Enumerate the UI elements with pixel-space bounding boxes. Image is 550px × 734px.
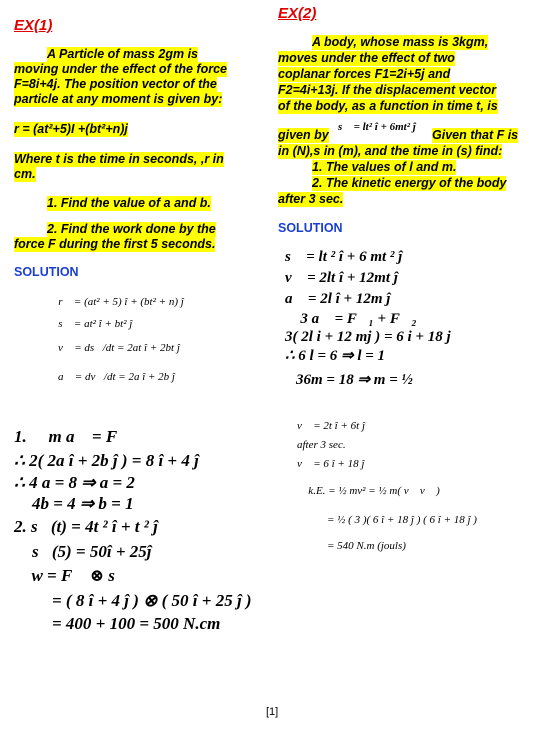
ex2-sol-small-4: ∵ k.E. = ½ mv² = ½ m( v⃗ v⃗ ) (297, 485, 440, 497)
ex1-sol-step3: ∴ 4 a = 8 ⇒ a = 2 (14, 473, 135, 492)
ex1-sol-small-4: a⃗ = dv⃗/dt = 2a î + 2b ĵ (58, 371, 175, 383)
ex2-sol-small-3: v⃗ = 6 î + 18 ĵ (297, 458, 365, 470)
ex2-para-line2: moves under the effect of two (278, 51, 455, 65)
ex1-para-line1: A Particle of mass 2gm is (47, 47, 198, 61)
ex2-given-by: given by (278, 128, 329, 142)
ex2-sol-step4: ∴ 3 a⃗ = F⃗₁ + F⃗₂ (285, 311, 417, 327)
ex1-sol-step2: ∴ 2( 2a î + 2b ĵ ) = 8 î + 4 ĵ (14, 451, 199, 470)
ex1-sol-step1: 1. ∵ m a⃗ = F⃗ (14, 427, 131, 446)
ex1-para-line3: F=8i+4j. The position vector of the (14, 77, 217, 91)
ex2-sol-step2: v⃗ = 2lt î + 12mt ĵ (285, 270, 398, 286)
ex2-para-line1: A body, whose mass is 3kgm, (312, 35, 489, 49)
ex1-question2-line2: force F during the first 5 seconds. (14, 237, 216, 251)
ex1-where-line1: Where t is the time in seconds, ,r in (14, 152, 224, 166)
ex2-para-line3: coplanar forces F1=2i+5j and (278, 67, 451, 81)
ex1-sol-step5: 2. s⃗(t) = 4t ² î + t ² ĵ (14, 517, 158, 536)
ex1-sol-step7: ∵ w = F⃗ ⊗ s⃗ (14, 566, 129, 585)
ex2-para-line4: F2=4i+13j. If the displacement vector (278, 83, 497, 97)
ex2-sol-small-1: v⃗ = 2t î + 6t ĵ (297, 420, 366, 432)
ex2-displacement-eq: s⃗ = lt² î + 6mt² ĵ (338, 121, 416, 133)
ex1-sol-step9: = 400 + 100 = 500 N.cm (52, 614, 221, 633)
ex2-units-line: in (N),s in (m), and the time in (s) find: (278, 144, 503, 158)
ex1-sol-step6: s⃗(5) = 50î + 25ĵ (32, 542, 152, 561)
ex1-sol-small-3: v⃗ = ds⃗/dt = 2at î + 2bt ĵ (58, 342, 180, 354)
ex1-title: EX(1) (14, 17, 53, 34)
ex1-sol-step4: 4b = 4 ⇒ b = 1 (32, 494, 134, 513)
ex2-sol-step7: 36m = 18 ⇒ m = ½ (296, 372, 413, 388)
ex2-sol-step5: 3( 2l i + 12 mj ) = 6 i + 18 j (285, 329, 451, 345)
ex1-question1: 1. Find the value of a and b. (47, 196, 211, 210)
ex2-sol-small-2: after 3 sec. (297, 439, 346, 451)
ex2-sol-step6: ∴ 6 l = 6 ⇒ l = 1 (285, 348, 386, 364)
ex2-question1: 1. The values of l and m. (312, 160, 457, 174)
ex1-sol-small-2: ∴ s⃗ = at² î + bt² ĵ (47, 318, 133, 330)
ex2-title: EX(2) (278, 5, 317, 22)
ex2-question2-cont: after 3 sec. (278, 192, 344, 206)
ex2-para-line5: of the body, as a function in time t, is (278, 99, 498, 113)
ex1-solution-heading: SOLUTION (14, 265, 79, 279)
ex2-given-that: Given that F is (432, 128, 519, 142)
ex2-solution-heading: SOLUTION (278, 221, 343, 235)
ex2-sol-step3: a⃗ = 2l î + 12m ĵ (285, 291, 391, 307)
ex2-sol-small-5: = ½ ( 3 )( 6 î + 18 ĵ ) ( 6 î + 18 ĵ ) (327, 514, 477, 526)
ex2-sol-small-6: = 540 N.m (jouls) (327, 540, 406, 552)
ex1-sol-step8: = ( 8 î + 4 ĵ ) ⊗ ( 50 î + 25 ĵ ) (52, 591, 252, 610)
ex1-position-vector: r = (at²+5)I +(bt²+n)j (14, 122, 128, 136)
ex1-question2-line1: 2. Find the work done by the (47, 222, 216, 236)
ex1-sol-small-1: ∵ r⃗ = (at² + 5) î + (bt² + n) ĵ (47, 296, 184, 308)
page-number: [1] (266, 706, 279, 718)
ex1-where-line2: cm. (14, 167, 36, 181)
ex2-question2: 2. The kinetic energy of the body (312, 176, 507, 190)
ex1-para-line4: particle at any moment is given by: (14, 92, 223, 106)
ex2-sol-step1: s⃗ = lt ² î + 6 mt ² ĵ (285, 249, 403, 265)
ex1-para-line2: moving under the effect of the force (14, 62, 227, 76)
